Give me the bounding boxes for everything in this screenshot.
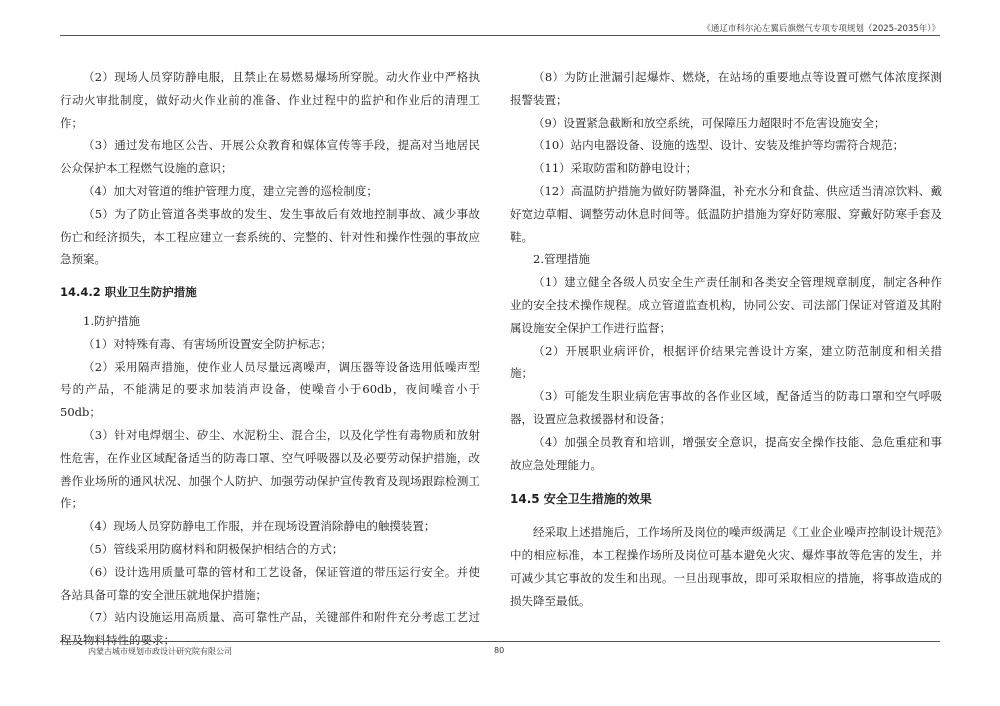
subheading: 2.管理措施: [533, 252, 590, 267]
list-item: （2）采用隔声措施，使作业人员尽量远离噪声，调压器等设备选用低噪声型号的产品，不能满足的要求加装消声设备，使噪音小于60db，夜间噪音小于50db；: [60, 359, 480, 420]
page-number: 80: [494, 646, 505, 655]
list-item: （1）对特殊有毒、有害场所设置安全防护标志；: [83, 336, 332, 351]
section-heading: 14.4.2 职业卫生防护措施: [60, 285, 197, 300]
document-header: 《通辽市科尔沁左翼后旗燃气专项专项规划（2025-2035年）》: [702, 24, 940, 34]
list-item: （10）站内电器设备、设施的选型、设计、安装及维护等均需符合规范；: [533, 138, 905, 153]
footer-organization: 内蒙古城市规划市政设计研究院有限公司: [88, 647, 232, 656]
list-item: （6）设计选用质量可靠的管材和工艺设备，保证管道的带压运行安全。并使各站具备可靠的安全泄压就地保护措施；: [60, 564, 480, 602]
list-item: （11）采取防雷和防静电设计；: [533, 161, 698, 176]
paragraph: （2）现场人员穿防静电服，且禁止在易燃易爆场所穿脱。动火作业中严格执行动火审批制度，做好动火作业前的准备、作业过程中的监护和作业后的清理工作；: [60, 70, 480, 130]
left-column: [60, 66, 480, 652]
paragraph: （3）通过发布地区公告、开展公众教育和媒体宣传等手段，提高对当地居民公众保护本工程燃气设施的意识；: [60, 138, 480, 176]
list-item: （12）高温防护措施为做好防暑降温，补充水分和食盐、供应适当清凉饮料、戴好宽边草帽、调整劳动休息时间等。低温防护措施为穿好防寒服、穿戴好防寒手套及鞋。: [510, 183, 942, 244]
section-heading: 14.5 安全卫生措施的效果: [510, 492, 652, 507]
list-item: （1）建立健全各级人员安全生产责任制和各类安全管理规章制度，制定各种作业的安全技术操作规程。成立管道监查机构，协同公安、司法部门保证对管道及其附属设施安全保护工作进行监督；: [510, 275, 942, 335]
subheading: 1.防护措施: [83, 313, 140, 328]
footer-rule: [60, 641, 940, 642]
list-item: （5）管线采用防腐材料和阴极保护相结合的方式；: [83, 541, 344, 556]
list-item: （7）站内设施运用高质量、高可靠性产品，关键部件和附件充分考虑工艺过程及物料特性的要求；: [60, 610, 480, 648]
list-item: （3）可能发生职业病危害事故的各作业区域，配备适当的防毒口罩和空气呼吸器，设置应急救援器材和设备；: [510, 389, 942, 426]
list-item: （4）加强全员教育和培训，增强安全意识，提高安全操作技能、急危重症和事故应急处理能力。: [510, 434, 942, 472]
list-item: （9）设置紧急截断和放空系统，可保障压力超限时不危害设施安全；: [533, 115, 886, 130]
header-rule: [60, 35, 940, 36]
list-item: （8）为防止泄漏引起爆炸、燃烧，在站场的重要地点等设置可燃气体浓度探测报警装置；: [510, 70, 942, 107]
list-item: （4）现场人员穿防静电工作服，并在现场设置消除静电的触摸装置；: [83, 519, 436, 534]
paragraph: 经采取上述措施后，工作场所及岗位的噪声级满足《工业企业噪声控制设计规范》中的相应标准，本工程操作场所及岗位可基本避免火灾、爆炸事故等危害的发生，并可减少其它事故的发生和出现。一旦出现事故，即可采取相应的措施，将事故造成的损失降至最低。: [510, 525, 942, 608]
paragraph: （5）为了防止管道各类事故的发生、发生事故后有效地控制事故、减少事故伤亡和经济损失，本工程应建立一套系统的、完整的、针对性和操作性强的事故应急预案。: [60, 206, 480, 267]
right-column: [510, 66, 942, 612]
list-item: （2）开展职业病评价，根据评价结果完善设计方案，建立防范制度和相关措施；: [510, 343, 942, 381]
paragraph: （4）加大对管道的维护管理力度，建立完善的巡检制度；: [83, 183, 378, 198]
list-item: （3）针对电焊烟尘、矽尘、水泥粉尘、混合尘，以及化学性有毒物质和放射性危害，在作业区域配备适当的防毒口罩、空气呼吸器以及必要劳动保护措施，改善作业场所的通风状况、加强个人防护、加强劳动保护宣传教育及现场跟踪检测工作；: [60, 427, 480, 511]
